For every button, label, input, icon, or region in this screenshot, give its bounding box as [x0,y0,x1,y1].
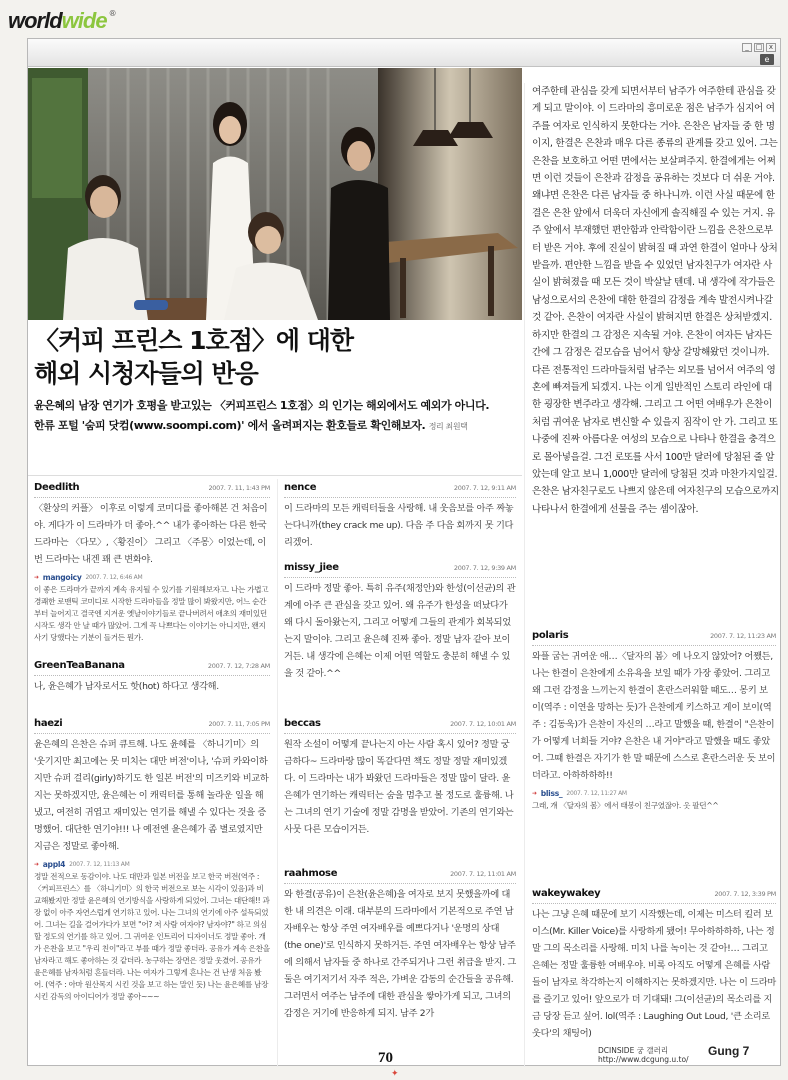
post-reply [34,572,270,644]
post-body: 〈환상의 커플〉 이후로 이렇게 코미디를 좋아해본 건 처음이야. 게다가 이 드라마가 더 좋아.^^ 내가 좋아하는 다른 한국 드라마는 〈다모〉,〈황진이〉 그리고 〈주몽〉이었는데, 이번 드라마는 내겐 꽤 큰 변화야. [34,503,268,565]
reply-username[interactable]: appl4 [42,860,66,869]
column-rule-1 [277,479,278,1067]
cast-photo-illustration [28,68,522,320]
post-timestamp: 2007. 7. 12, 3:39 PM [714,890,776,898]
post-username[interactable]: raahmose [284,868,338,879]
reply-username[interactable]: bliss_ [540,789,563,798]
headline-line-2: 해외 시청자들의 반응 [34,359,258,388]
post-body: 와 한결(공유)이 은찬(윤은혜)을 여자로 보지 못했을까에 대한 내 의견은 이래. 대부분의 드라마에서 기본적으로 주연 남자배우는 항상 주연 여자배우를 예쁘다거나 '운명의 상대(the one)'로 인식하지 못하거든. 주연 여자배우는 항상 남주에 의해서 남자들 중 하나로 간주되거나 그런 취급을 받지. 그 둘은 여기저기서 자주 적은, 가벼운 감동의 순간들을 공유해. 그러면서 여주는 남주에 대한 관심을 쌓아가게 되고, 그녀의 감정은 거기에 반응하게 되지. 남주 2가 [284,889,517,1019]
section-divider [28,475,522,476]
post-raahmose [284,865,516,1022]
browser-e-icon[interactable]: e [760,54,774,65]
post-username[interactable]: nence [284,482,317,493]
post-body: 나는 그냥 은혜 때문에 보기 시작했는데, 이제는 미스터 킬러 보이스(Mr. Killer Voice)를 사랑하게 됐어! 무아하하하하, 나는 정말 그의 목소리를 사랑해. 미치 나를 녹이는 것 같아!… 그리고 은혜는 정말 훌륭한 여배우야. 비록 아직도 어떻게 은혜를 사람들이 남자로 착각하는지 이해하지는 못하겠지만. 나는 이 드라마를 즐기고 있어! 앞으로가 더 기대돼! 그(이선균)의 목소리를 지금 당장 듣고 싶어. lol(역주 : Laughing Out Loud, '큰 소리로 웃다'의 채팅어) [532,909,776,1039]
reply-arrow-icon: ➜ [34,861,39,868]
post-missy-jiee [284,559,516,682]
reply-arrow-icon: ➜ [532,790,537,797]
post-timestamp: 2007. 7. 12, 9:11 AM [453,484,516,492]
post-body: 이 드라마의 모든 캐릭터들을 사랑해. 내 웃음보를 아주 짜놓는다니까(they crack me up). 다음 주 다음 회까지 못 기다리겠어. [284,503,514,548]
source-url[interactable]: http://www.dcgung.u.to/ [598,1055,689,1064]
reply-arrow-icon: ➜ [34,574,39,581]
post-nence [284,479,516,551]
continued-article-text: 여주한테 관심을 갖게 되면서부터 남주가 여주한테 관심을 갖게 되고 말이야. 이 드라마의 흥미로운 점은 남주가 심지어 여주를 여자로 인식하지 못한다는 거야. 은찬은 남자들 중 한 명이지, 한결은 은찬과 매우 다른 종류의 관계를 갖고 있어. 그는 은찬을 보호하고 어떤 면에서는 보살펴주지. 한결에게는 어쩌면 이런 것들이 은찬과 감정을 공유하는 것보다 더 쉬운 거야. 왜냐면 은찬은 다른 남자들 중 하나니까. 이런 사실 때문에 한결은 은찬 앞에서 더욱더 자신에게 솔직해질 수 있는 거지. 유주 앞에서 부재했던 편안함과 안락함이란 느낌을 은찬으로부터 받은 거야. 후에 진실이 밝혀질 때 과연 한결이 얼마나 상처받을까. 편안한 느낌을 받을 수 있었던 남자친구가 여자란 사실이 밝혀졌을 때 모든 것이 박살날 텐데. 내 생각에 작가들은 남성으로서의 은찬에 대한 한결의 감정을 계속 발전시켜나갈 것 같아. 은찬이 여자란 사실이 밝혀지면 한결은 상처받겠지. 하지만 한결의 그 감정은 지속될 거야. 은찬이 여자든 남자든 간에 그 감정은 겉모습을 넘어서 향상 갈망해왔던 것이니까. 다른 전통적인 드라마들처럼 남주는 외모를 넘어서 여주의 영혼에 빠져들게 되겠지. 나는 이게 일반적인 스토리 라인에 대한 굉장한 변주라고 생각해. 그리고 그 어떤 여배우가 은찬이처럼 귀여운 남자로 변신할 수 있을지 짐작이 안 가. 그리고 또 나중에 진짜 아름다운 여성의 모습으로 나타나 한결을 충격으로 몰아넣을걸. 그건 로또를 사서 100만 달러에 당첨된 줄 알았는데 알고 보니 1,000만 달러에 당첨된 것과 마찬가지일걸. 은찬은 남자친구로도 나쁘지 않은데 여자친구의 모습으로까지 나타나서 한결에게 선물을 주는 셈이잖아. [532,86,779,515]
source-credit [598,1046,689,1064]
post-reply [34,859,270,1003]
cast-photo [28,68,522,320]
maximize-button[interactable]: □ [755,43,763,51]
post-body: 나, 윤은혜가 남자로서도 핫(hot) 하다고 생각해. [34,681,219,692]
magazine-masthead [8,4,117,34]
reply-body: 정말 전적으로 동감이야. 나도 대만과 일본 버전을 보고 한국 버전(역주 : 〈커피프린스〉를 〈하니기미〉의 한국 버전으로 보는 시각이 있음)과 비교해봤지만 정말 윤은혜의 연기방식을 사랑하게 되었어. 그녀는 대단해!! 과장 없이 아주 자연스럽게 연기하고 있어. 나는 그녀의 연기에 아주 설득되었어. 그녀는 길을 걸어가다가 보면 "어? 저 사람 여자야? 남자야?" 하고 의심할 정도의 연기를 하고 있어. 그 귀여운 인트리어 디자이너도 정말 좋아. 개가 은찬을 보고 "우리 친이"라고 부를 때가 정말 좋더라. 공유가 계속 은찬을 남자라고 해도 좋아하는 것 같더라. 농구하는 장면은 정말 웃겼어. 공유가 윤은혜를 남자처럼 흔들더라. 나는 여자가 그렇게 흔나는 건 난생 처음 봤어. (역주 : 아마 원산목지 시킨 것을 보고 하는 말인 듯) 나는 윤은혜를 남장시킨 감독의 아이디어가 정말 좋아~~~ [34,872,270,1001]
deck-line-2 [34,416,522,437]
source-gallery: DCINSIDE 궁 갤러리 [598,1046,669,1055]
reply-timestamp: 2007. 7. 12, 6:46 AM [85,574,143,581]
post-username[interactable]: missy_jiee [284,562,339,573]
article-deck [28,396,522,437]
post-username[interactable]: GreenTeaBanana [34,660,125,671]
post-haezi [34,715,270,1003]
post-body: 윤은혜의 은찬은 슈퍼 큐트해. 나도 윤혜를 〈하니기미〉의 '웃기지만 최고에는 못 미치는 대만 버전'이나, '슈퍼 카와이하지만 슈퍼 걸리(girly)하기도 한 일본 버전'의 미즈키와 비교하지는 못하겠지만, 윤은혜는 이 캐릭터를 통해 놀라운 일을 해냈고, 여전히 귀엽고 재미있는 연기를 해낼 수 있다는 것을 증명했어. 대단한 연기야!!! 나 예전엔 윤은혜가 좀 별로였지만 지금은 정말로 좋아해. [34,739,269,852]
post-timestamp: 2007. 7. 11, 7:05 PM [208,720,270,728]
post-header [34,479,270,498]
post-header [532,627,776,646]
post-greenteabanana [34,657,270,695]
close-button[interactable]: x [766,43,776,52]
deck-line-1: 윤은혜의 남장 연기가 호평을 받고있는 〈커피프린스 1호점〉의 인기는 해외에서도 예외가 아니다. [34,399,490,412]
post-username[interactable]: beccas [284,718,321,729]
window-controls [742,43,776,52]
reply-timestamp: 2007. 7. 12, 11:27 AM [566,790,627,797]
article-credit: 정리 최원택 [428,422,468,431]
minimize-button[interactable]: _ [742,43,752,52]
masthead-registered-mark: ® [108,9,117,18]
post-header [284,479,516,498]
source-brand: Gung 7 [708,1044,750,1058]
post-body: 이 드라마 정말 좋아. 특히 유주(채정안)와 한성(이선균)의 관계에 아주 큰 관심을 갖고 있어. 왜 유주가 한성을 떠났다가 왜 다시 돌아왔는지, 그리고 어떻게 그들의 관계가 회복되었는지 말이야. 그리고 윤은혜 진짜 좋아. 정말 남자 같아 보이거든. 내 생각에 은혜는 이제 어떤 역할도 충분히 해낼 수 있을 것 같아.^^ [284,583,516,679]
post-timestamp: 2007. 7. 12, 7:28 AM [207,662,270,670]
post-timestamp: 2007. 7. 12, 9:39 AM [453,564,516,572]
reply-username[interactable]: mangoicy [42,573,82,582]
column-rule-2 [524,83,525,1067]
post-header [284,715,516,734]
page-star-icon: ✦ [391,1069,399,1079]
post-reply [532,788,776,812]
post-body: 와플 굽는 귀여운 애…〈달자의 봄〉에 나오지 않았어? 어쨌든, 나는 한결이 은찬에게 소유욕을 보일 때가 가장 좋았어. 그리고 왜 그런 감정을 느끼는지 한결이 혼란스러워할 때도… 몽키 보이(역주 : 이연을 망하는 듯)가 은찬에게 키스하고 게이 보이(역주 : 김동욱)가 은찬이 자신의 …라고 말했을 때, 한결이 "은찬이가 어떻게 너희들 거야? 은찬은 내 거야"라고 말했을 때도 좋았어. 그때 한결은 자기가 한 말 때문에 스스로 혼란스러운 듯 보이더라고. 아하하하하!! [532,651,776,781]
post-username[interactable]: wakeywakey [532,888,601,899]
reply-timestamp: 2007. 7. 12, 11:13 AM [69,861,130,868]
reply-header [34,572,270,584]
post-username[interactable]: polaris [532,630,569,641]
post-timestamp: 2007. 7. 12, 11:23 AM [710,632,776,640]
page-number: 70 [378,1050,393,1066]
reply-header [34,859,270,871]
post-username[interactable]: haezi [34,718,63,729]
post-deedlith [34,479,270,644]
post-beccas [284,715,516,838]
browser-window-frame [27,38,781,1066]
post-timestamp: 2007. 7. 12, 10:01 AM [450,720,516,728]
post-polaris [532,627,776,812]
masthead-world: world [8,8,62,33]
post-header [532,885,776,904]
post-header [284,865,516,884]
reply-header [532,788,776,800]
post-header [34,657,270,676]
deck-line-2-text: 한류 포털 '숨피 닷컴(www.soompi.com)' 에서 올려퍼지는 환호들로 확인해보자. [34,419,426,432]
window-titlebar [28,39,780,67]
post-body: 원작 소설이 어떻게 끝나는지 아는 사람 혹시 있어? 정말 궁금하다~ 드라마랑 많이 똑같다면 책도 정말 정말 재미있겠다. 이 드라마는 내가 봐왔던 드라마들은 정말 많이 달라. 윤은혜가 연기하는 캐릭터는 숨을 멈추고 볼 정도로 훌륭해. 나는 그녀의 연기 기술에 정말 감명을 받았어. 기존의 연기와는 사뭇 다른 모습이거든. [284,739,514,835]
post-timestamp: 2007. 7. 12, 11:01 AM [450,870,516,878]
masthead-wide: wide [61,8,107,33]
post-header [284,559,516,578]
headline-line-1: 〈커피 프린스 1호점〉에 대한 [34,326,354,355]
post-wakeywakey [532,885,776,1042]
reply-body: 이 좋은 드라마가 끝까지 계속 유지될 수 있기를 기원해보자고. 나는 가볍고 경쾌한 로맨틱 코미디로 시작한 드라마들을 정말 많이 봐왔지만, 어느 순간부터 늘어지고 결국엔 지겨운 옛날이야기들로 끝나버려서 애초의 재미있던 시작도 생각 안 날 때가 많았어. 그게 꼭 나쁘다는 이야기는 아니지만, 왠지 사기 당했다는 기분이 들거든 뭔가. [34,585,269,642]
post-username[interactable]: Deedlith [34,482,80,493]
post-header [34,715,270,734]
post-timestamp: 2007. 7. 11, 1:43 PM [208,484,270,492]
reply-body: 그래, 걔 〈달자의 봄〉에서 태봉이 친구였잖아. 옷 팔던^^ [532,801,719,810]
